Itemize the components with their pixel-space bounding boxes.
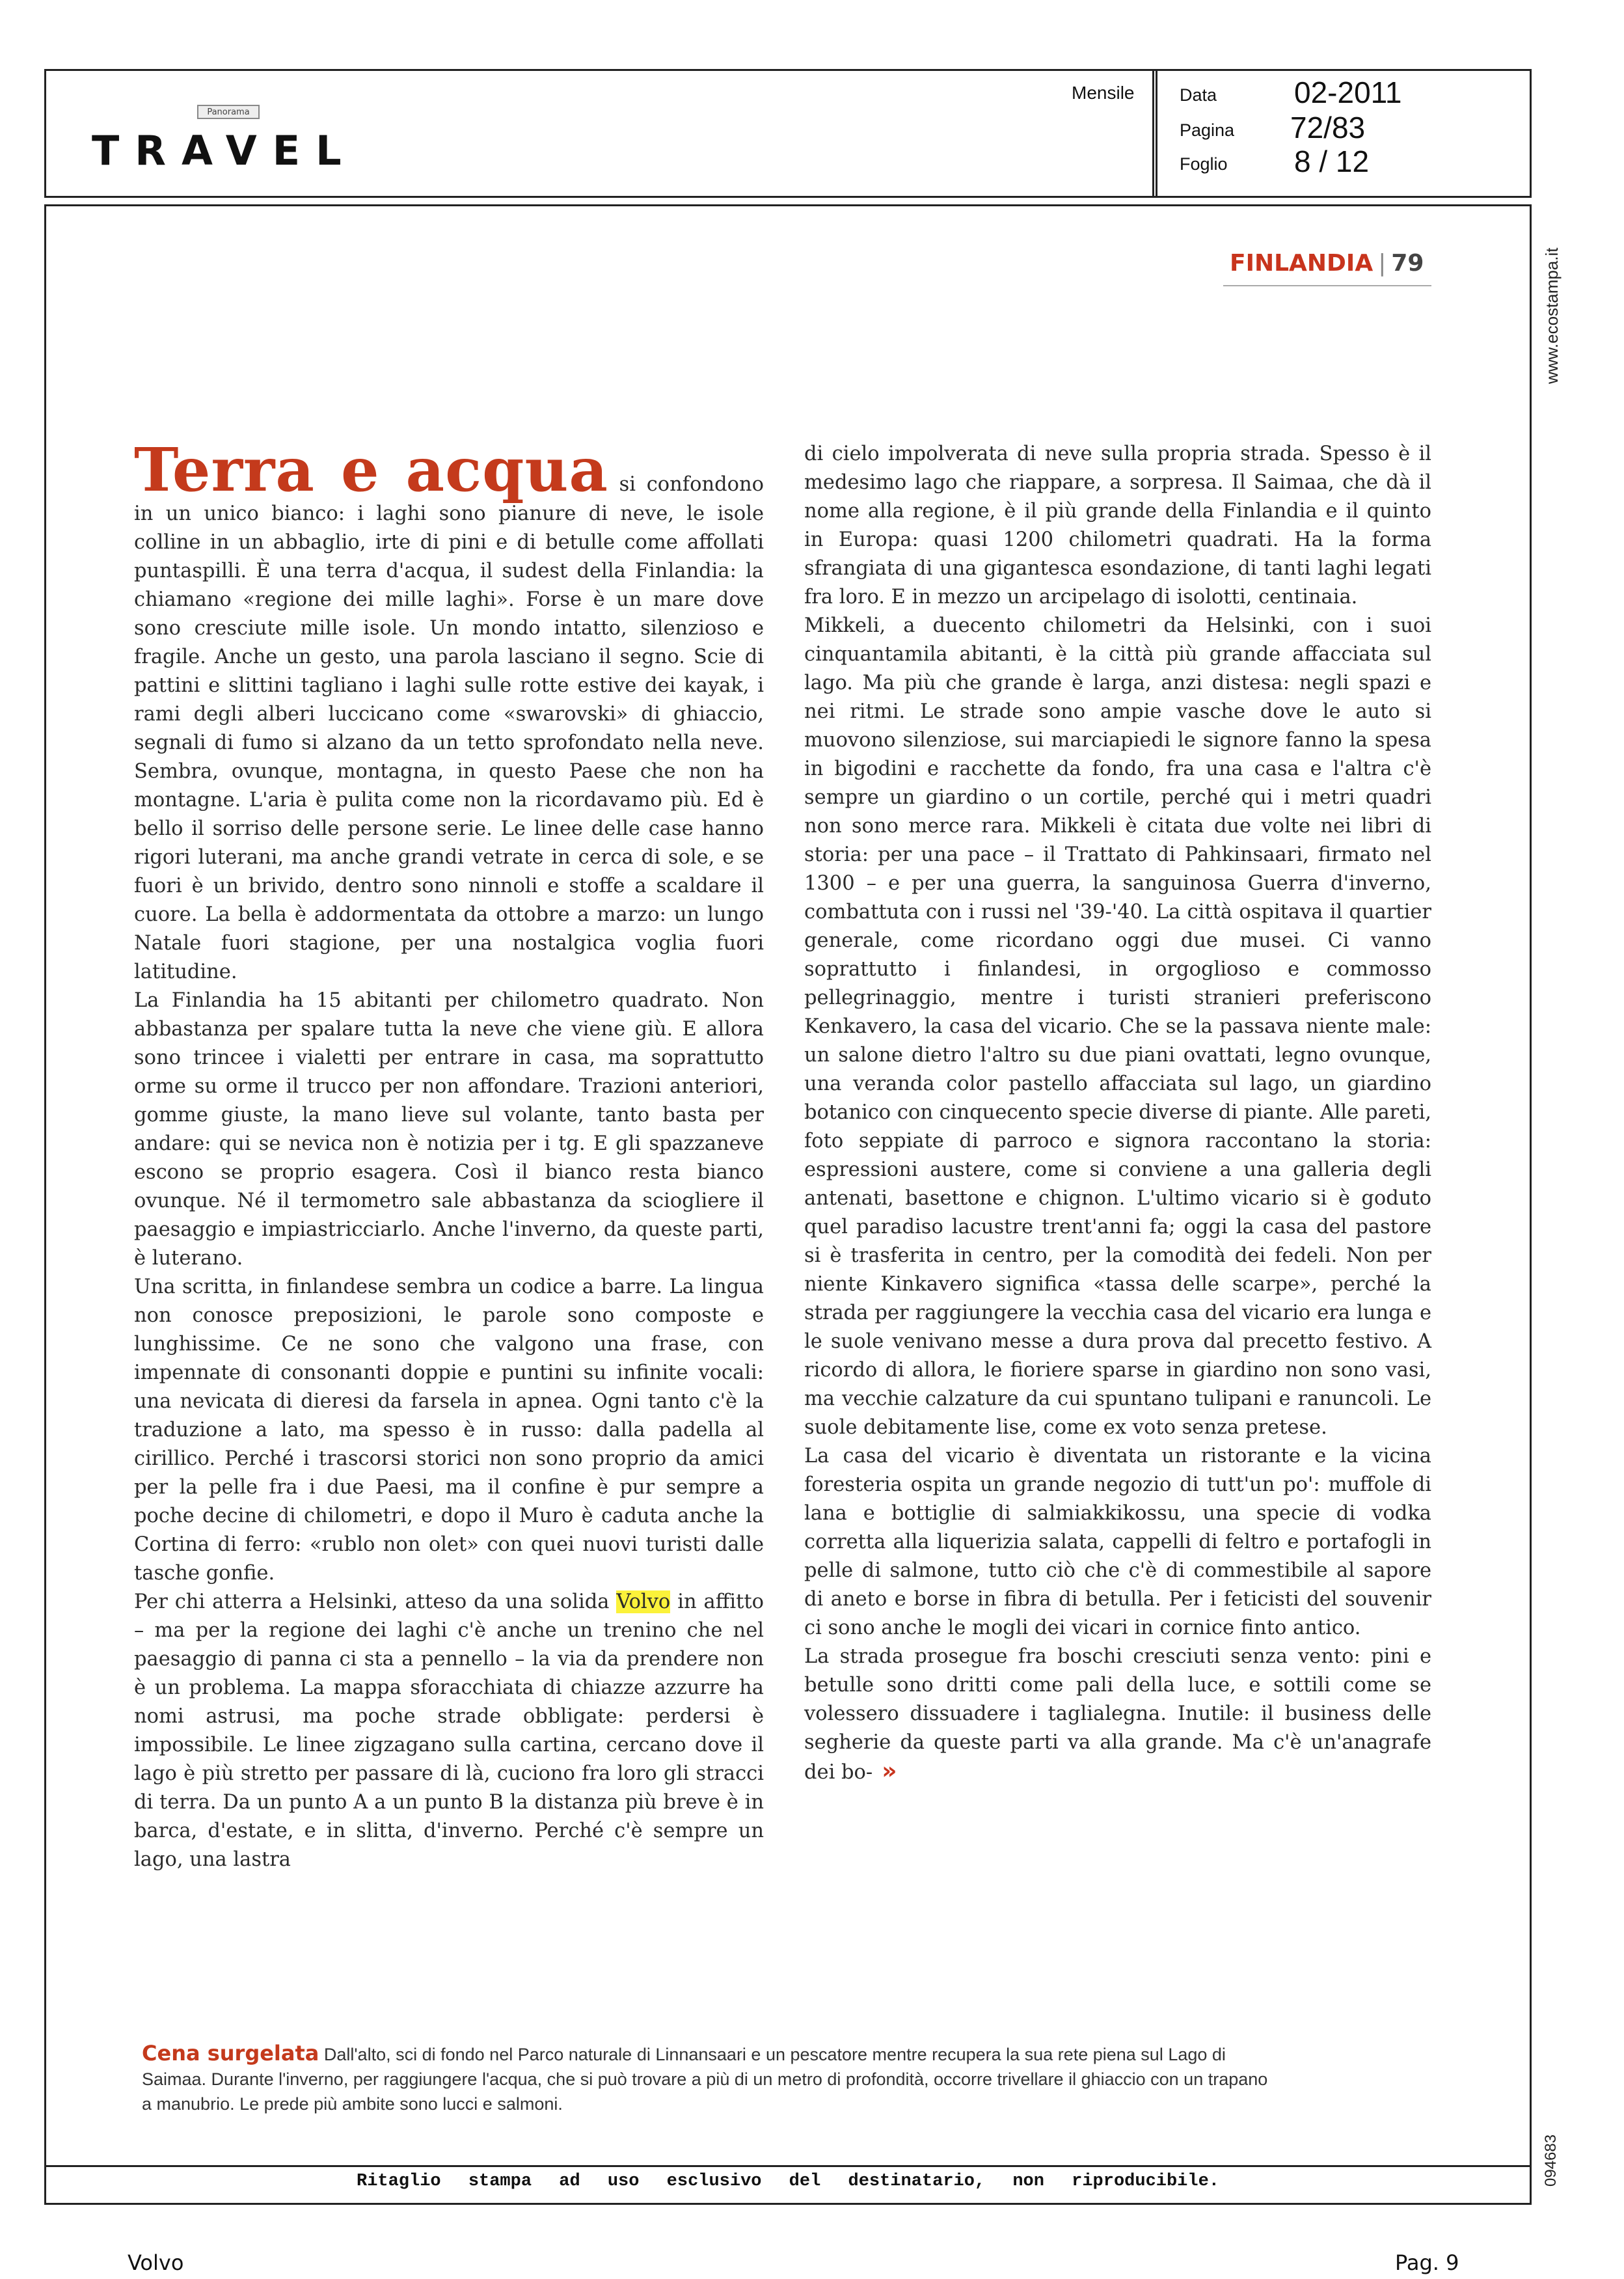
pagina-value: 72/83 [1290,111,1366,144]
foglio-label: Foglio [1180,154,1228,174]
heading-rule [1223,285,1431,286]
article-column-left [134,435,764,1874]
paragraph [134,1588,764,1874]
paragraph-text: in affitto – ma per la regione dei laghi c'è anche un trenino che nel paesaggio di panna ci sta a pennello – la via da prendere non è un problema. La mappa sforacchiata di chiazze azzurre ha nomi astrusi, ma poche strade obbligate: perdersi è impossibile. Le linee zigzagano sulla cartina, cercano dove il lago è più stretto per passare di là, cuciono fra loro gli stracci di terra. Da un punto A a un punto B la distanza più breve è in barca, d'estate, e in slitta, d'inverno. Perché c'è sempre un lago, una lastra [134,1590,764,1871]
frequency-label: Mensile [1072,83,1135,103]
clipping-code: 094683 [1542,2134,1560,2187]
caption-text: Dall'alto, sci di fondo nel Parco naturale di Linnansaari e un pescatore mentre recupera la sua rete piena sul Lago di Saimaa. Durante l'inverno, per raggiungere l'acqua, che si può trovare a più di un metro di profondità, occorre trivellare il ghiaccio con un trapano a manubrio. Le prede più ambite sono lucci e salmoni. [142,2045,1268,2114]
ecostampa-url: www.ecostampa.it [1542,247,1562,384]
continue-arrow-icon: » [882,1758,897,1784]
photo-caption [142,2041,1274,2116]
paragraph [134,435,764,987]
pagina-label: Pagina [1180,120,1235,140]
article-column-right [804,440,1431,1787]
footer-keyword: Volvo [128,2250,184,2275]
lead-words: Terra e acqua [134,435,608,505]
footer-page: Pag. 9 [1395,2250,1459,2275]
paragraph: La casa del vicario è diventata un ristorante e la vicina foresteria ospita un grande negozio di tutt'un po': muffole di lana e bottiglie di salmiakkikossu, una specie di vodka corretta alla liquerizia salata, cappelli di feltro e portafogli in pelle di salmone, tutto ciò che c'è di commestibile al sapore di aneto e borse in fibra di betulla. Per i feticisti del souvenir ci sono anche le mogli dei vicari in cornice finto antico. [804,1445,1431,1639]
section-heading [1230,250,1424,277]
paragraph-text: si confondono in un unico bianco: i laghi sono pianure di neve, le isole colline in un abbaglio, irte di pini e di betulle come affollati puntaspilli. È una terra d'acqua, il sudest della Finlandia: la chiamano «regione dei mille laghi». Forse è un mare dove sono cresciute mille isole. Un mondo intatto, silenzioso e fragile. Anche un gesto, una parola lasciano il segno. Scie di pattini e slittini tagliano i laghi sulle rotte estive dei kayak, i rami degli alberi luccicano come «swarovski» di ghiaccio, segnali di fumo si alzano da un tetto sprofondato nella neve. Sembra, ovunque, montagna, in questo Paese che non ha montagne. L'aria è pulita come non la ricordavamo più. Ed è bello il sorriso delle persone serie. Le linee delle case hanno rigori luterani, ma anche grandi vetrate in cerca di sole, e se fuori è un brivido, dentro sono ninnoli e stoffe a scaldare il cuore. La bella è addormentata da ottobre a marzo: un lungo Natale fuori stagione, per una nostalgica voglia fuori latitudine. [134,473,764,983]
data-label: Data [1180,85,1217,105]
paragraph: La Finlandia ha 15 abitanti per chilometro quadrato. Non abbastanza per spalare tutta la neve che viene giù. E allora sono trincee i vialetti per entrare in casa, ma soprattutto orme su orme il trucco per non affondare. Trazioni anteriori, gomme giuste, la mano lieve sul volante, tanto basta per andare: qui se nevica non è notizia per i tg. E gli spazzaneve escono se proprio esagera. Così il bianco resta bianco ovunque. Né il termometro sale abbastanza da sciogliere il paesaggio e impiastricciarlo. Anche l'inverno, da queste parti, è luterano. [134,989,764,1270]
magazine-page-number: 79 [1391,250,1424,277]
foglio-value: 8 / 12 [1294,144,1370,178]
paragraph: Una scritta, in finlandese sembra un codice a barre. La lingua non conosce preposizioni, le parole sono composte e lunghissime. Ce ne sono che valgono una frase, con impennate di consonanti doppie e puntini su infinite vocali: una nevicata di dieresi da farsela in apnea. Ogni tanto c'è la traduzione a lato, ma spesso è in russo: dalla padella al cirillico. Perché i trascorsi storici non sono proprio da amici per la pelle fra i due Paesi, ma il confine è pur sempre a poche decine di chilometri, e dopo il Muro è caduta anche la Cortina di ferro: «rublo non olet» con quei nuovi turisti dalle tasche gonfie. [134,1276,764,1585]
highlighted-keyword: Volvo [616,1590,671,1613]
paragraph: di cielo impolverata di neve sulla propria strada. Spesso è il medesimo lago che riappare, a sorpresa. Il Saimaa, che dà il nome alla regione, è il più grande della Finlandia e il quinto in Europa: quasi 1200 chilometri quadrati. Ha la forma sfrangiata di una gigantesca esondazione, di tanti laghi legati fra loro. E in mezzo un arcipelago di isolotti, centinaia. [804,443,1431,608]
travel-logo: TRAVEL [92,127,357,174]
paragraph: Mikkeli, a duecento chilometri da Helsinki, con i suoi cinquantamila abitanti, è la città più grande affacciata sul lago. Ma più che grande è larga, anzi distesa: negli spazi e nei ritmi. Le strade sono ampie vasche dove le auto si muovono silenziose, sui marciapiedi le signore fanno la spesa in bigodini e racchette da fondo, fra una casa e l'altra c'è sempre un giardino o un cortile, perché qui i metri quadri non sono merce rara. Mikkeli è citata due volte nei libri di storia: per una pace – il Trattato di Pahkinsaari, firmato nel 1300 – e per una guerra, la sanguinosa Guerra d'inverno, combattuta con i russi nel '39-'40. La città ospitava il quartier generale, come ricordano oggi due musei. Ci vanno soprattutto i finlandesi, in orgoglioso e commosso pellegrinaggio, mentre i turisti stranieri preferiscono Kenkavero, la casa del vicario. Che se la passava niente male: un salone dietro l'altro su due piani ovattati, legno ovunque, una veranda color pastello affacciata sul lago, un giardino botanico con cinquecento specie diverse di piante. Alle pareti, foto seppiate di parroco e signora raccontano la storia: espressioni austere, come si conviene a una galleria degli antenati, basettone e chignon. L'ultimo vicario si è goduto quel paradiso lacustre trent'anni fa; oggi la casa del pastore si è trasferita in centro, per la comodità dei fedeli. Non per niente Kinkavero significa «tassa delle scarpe», perché la strada per raggiungere la vecchia casa del vicario era lunga e le suole venivano messe a dura prova dal precetto festivo. A ricordo di allora, le fioriere sparse in giardino non sono vasi, ma vecchie calzature da cui spuntano tulipani e ranuncoli. Le suole debitamente lise, come ex voto senza pretese. [804,614,1431,1439]
caption-title: Cena surgelata [142,2041,319,2066]
header-divider [1152,71,1157,196]
heading-separator: | [1378,250,1387,277]
disclaimer: Ritaglio stampa ad uso esclusivo del destinatario, non riproducibile. [357,2172,1219,2191]
disclaimer-divider [46,2165,1530,2167]
paragraph-text: La strada prosegue fra boschi cresciuti senza vento: pini e betulle sono dritti come pali della luce, e sottili come se volessero dissuadere i taglialegna. Inutile: il business delle segherie da queste parti va alla grande. Ma c'è un'anagrafe dei bo- [804,1645,1431,1784]
clipping-header [44,69,1532,198]
panorama-logo: Panorama [197,105,260,119]
section-name: FINLANDIA [1230,250,1374,277]
paragraph-text: Per chi atterra a Helsinki, atteso da una solida [134,1590,617,1613]
data-value: 02-2011 [1294,75,1402,109]
paragraph [804,1643,1431,1787]
